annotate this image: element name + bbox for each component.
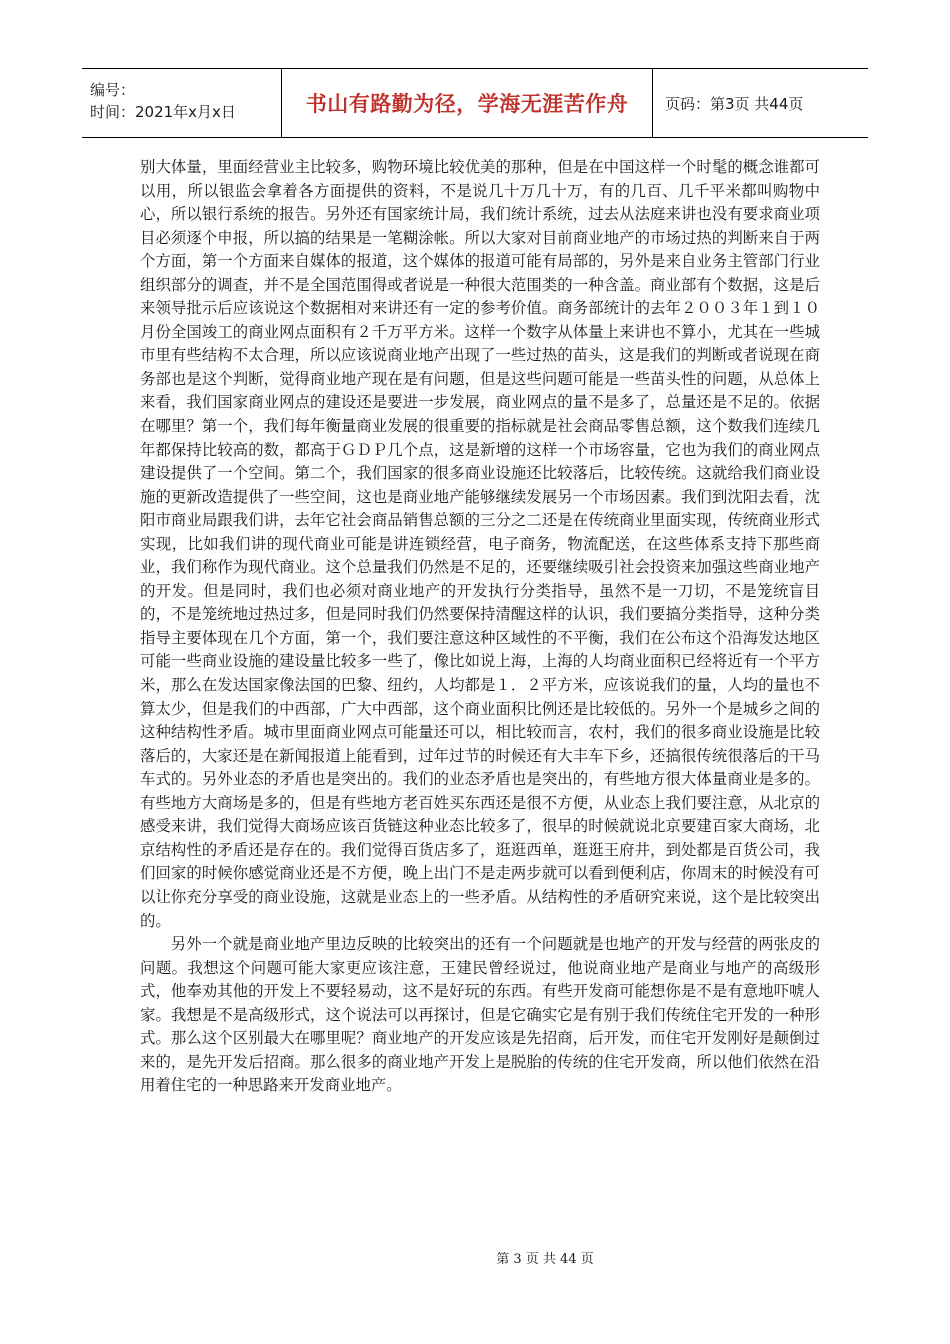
header-motto: 书山有路勤为径，学海无涯苦作舟 <box>305 92 629 116</box>
body-paragraph-2: 另外一个就是商业地产里边反映的比较突出的还有一个问题就是也地产的开发与经营的两张皮的问题。我想这个问题可能大家更应该注意，王建民曾经说过，他说商业地产是商业与地产的高级形式，他奉劝其他的开发上不要轻易动，这不是好玩的东西。有些开发商可能想你是不是有意地吓唬人家。我想是不是高级形式，这个说法可以再探讨，但是它确实它是有别于我们传统住宅开发的一种形式。那么这个区别最大在哪里呢？商业地产的开发应该是先招商，后开发，而住宅开发刚好是颠倒过来的，是先开发后招商。那么很多的商业地产开发上是脱胎的传统的住宅开发商，所以他们依然在沿用着住宅的一种思路来开发商业地产。 <box>140 935 820 1095</box>
document-code-label: 编号： <box>90 81 136 99</box>
document-header <box>82 68 868 138</box>
header-meta <box>82 69 282 137</box>
body-paragraph-1: 别大体量，里面经营业主比较多，购物环境比较优美的那种，但是在中国这样一个时髦的概念谁都可以用，所以银监会拿着各方面提供的资料，不是说几十万几十万，有的几百、几千平米都叫购物中心，所以银行系统的报告。另外还有国家统计局，我们统计系统，过去从法庭来讲也没有要求商业项目必须逐个申报，所以搞的结果是一笔糊涂帐。所以大家对目前商业地产的市场过热的判断来自于两个方面，第一个方面来自媒体的报道，这个媒体的报道可能有局部的，另外是来自业务主管部门行业组织部分的调查，并不是全国范围得或者说是一种很大范围类的一种含盖。商业部有个数据，这是后来领导批示后应该说这个数据相对来讲还有一定的参考价值。商务部统计的去年２００３年１到１０月份全国竣工的商业网点面积有２千万平方米。这样一个数字从体量上来讲也不算小，尤其在一些城市里有些结构不太合理，所以应该说商业地产出现了一些过热的苗头，这是我们的判断或者说现在商务部也是这个判断，觉得商业地产现在是有问题，但是这些问题可能是一些苗头性的问题，从总体上来看，我们国家商业网点的建设还是要进一步发展，商业网点的量不是多了，总量还是不足的。依据在哪里？第一个，我们每年衡量商业发展的很重要的指标就是社会商品零售总额，这个数我们连续几年都保持比较高的数，都高于ＧＤＰ几个点，这是新增的这样一个市场容量，它也为我们的商业网点建设提供了一个空间。第二个，我们国家的很多商业设施还比较落后，比较传统。这就给我们商业设施的更新改造提供了一些空间，这也是商业地产能够继续发展另一个市场因素。我们到沈阳去看，沈阳市商业局跟我们讲，去年它社会商品销售总额的三分之二还是在传统商业里面实现，传统商业形式实现，比如我们讲的现代商业可能是讲连锁经营，电子商务，物流配送，在这些体系支持下那些商业，我们称作为现代商业。这个总量我们仍然是不足的，还要继续吸引社会投资来加强这些商业地产的开发。但是同时，我们也必须对商业地产的开发执行分类指导，虽然不是一刀切，不是笼统盲目的，不是笼统地过热过多，但是同时我们仍然要保持清醒这样的认识，我们要搞分类指导，这种分类指导主要体现在几个方面，第一个，我们要注意这种区域性的不平衡，我们在公布这个沿海发达地区可能一些商业设施的建设量比较多一些了，像比如说上海，上海的人均商业面积已经将近有一个平方米，那么在发达国家像法国的巴黎、纽约，人均都是１．２平方米，应该说我们的量，人均的量也不算太少，但是我们的中西部，广大中西部，这个商业面积比例还是比较低的。另外一个是城乡之间的这种结构性矛盾。城市里面商业网点可能量还可以，相比较而言，农村，我们的很多商业设施是比较落后的，大家还是在新闻报道上能看到，过年过节的时候还有大丰车下乡，还搞很传统很落后的干马车式的。另外业态的矛盾也是突出的。我们的业态矛盾也是突出的，有些地方很大体量商业是多的。有些地方大商场是多的，但是有些地方老百姓买东西还是很不方便，从业态上我们要注意，从北京的感受来讲，我们觉得大商场应该百货链这种业态比较多了，很早的时候就说北京要建百家大商场，北京结构性的矛盾还是存在的。我们觉得百货店多了，逛逛西单，逛逛王府井，到处都是百货公司，我们回家的时候你感觉商业还是不方便，晚上出门不是走两步就可以看到便利店，你周末的时候没有可以让你充分享受的商业设施，这就是业态上的一些矛盾。从结构性的矛盾研究来说，这个是比较突出的。 <box>140 158 820 930</box>
document-body <box>140 156 820 1098</box>
header-page-number: 页码：第3页 共44页 <box>665 94 804 113</box>
document-date: 时间：2021年x月x日 <box>90 103 236 121</box>
page-footer: 第 3 页 共 44 页 <box>496 1252 594 1267</box>
header-page-cell <box>653 69 868 137</box>
header-motto-cell <box>282 69 653 137</box>
